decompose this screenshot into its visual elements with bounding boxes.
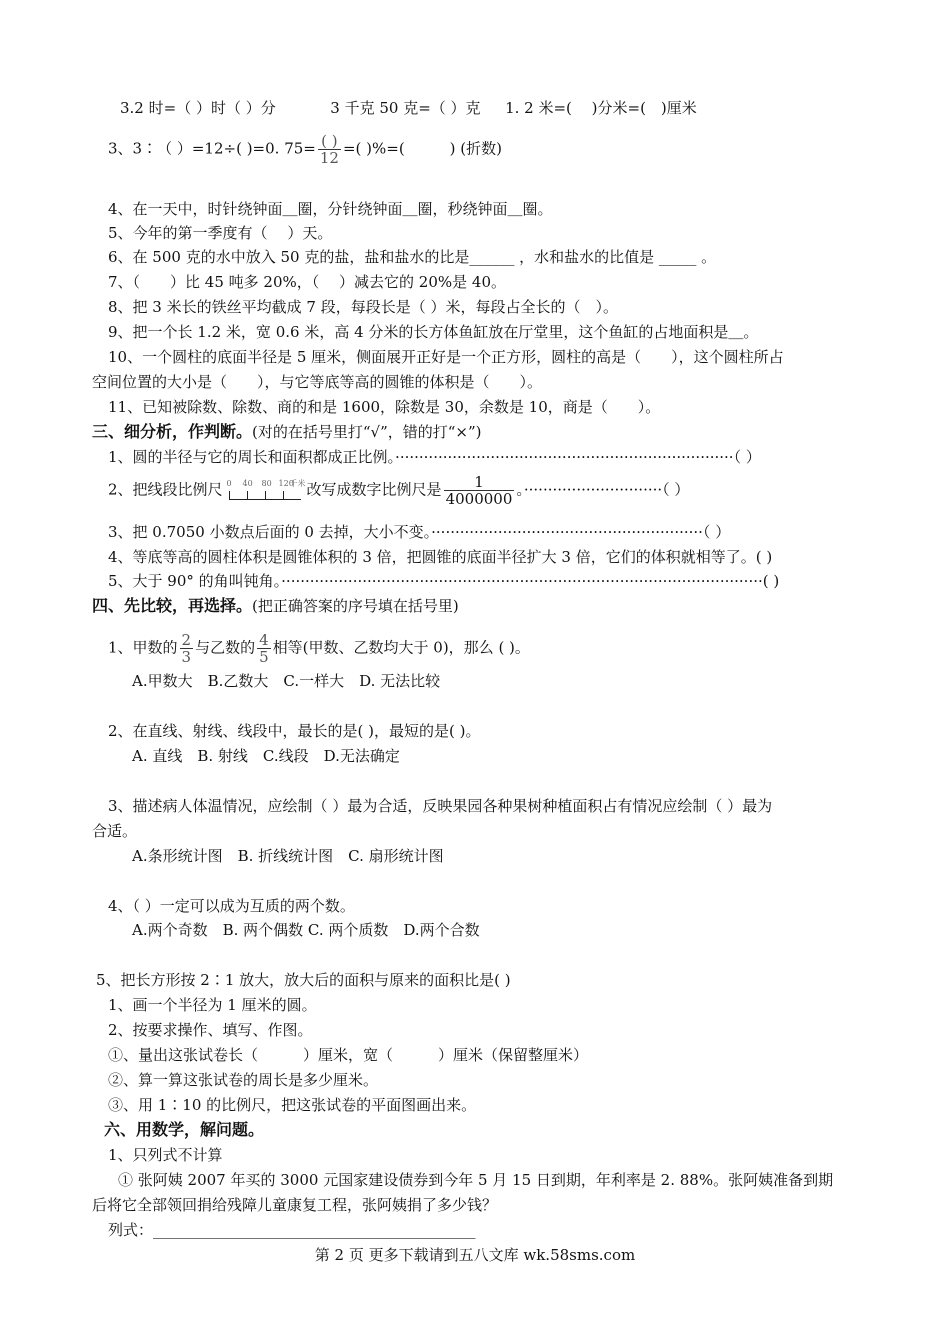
draw-2-b: ②、算一算这张试卷的周长是多少厘米。: [108, 1071, 379, 1089]
ruler-tick: [247, 491, 248, 500]
choice-1-options: A.甲数大 B.乙数大 C.一样大 D. 无法比较: [132, 672, 441, 690]
fraction-scale-num: 1: [444, 474, 515, 491]
choice-1-text-a: 1、甲数的: [108, 638, 178, 657]
judge-3: 3、把 0.7050 小数点后面的 0 去掉，大小不变。·························································（ ）: [108, 523, 731, 541]
section-4-title: 四、先比较，再选择。: [92, 596, 253, 615]
judge-2-text-a: 2、把线段比例尺: [108, 480, 223, 499]
question-8: 8、把 3 米长的铁丝平均截成 7 段，每段长是（ ）米，每段占全长的（ ）。: [108, 298, 618, 316]
choice-2-options: A. 直线 B. 射线 C.线段 D.无法确定: [132, 747, 400, 765]
choice-3-line1: 3、描述病人体温情况，应绘制（ ）最为合适，反映果园各种果树种植面积占有情况应绘制（ ）最为: [108, 797, 773, 815]
judge-2-text-b: 改写成数字比例尺是: [306, 480, 442, 499]
fraction-b-den: 5: [259, 648, 269, 666]
ruler-label: 40: [242, 478, 253, 488]
judge-5: 5、大于 90° 的角叫钝角。·····································································································( ): [108, 572, 780, 590]
question-6: 6、在 500 克的水中放入 50 克的盐，盐和盐水的比是______ ，水和盐水的比值是 _____ 。: [108, 248, 717, 266]
choice-5: 5、把长方形按 2∶1 放大，放大后的面积与原来的面积比是( ): [96, 971, 511, 989]
choice-1-text-b: 与乙数的: [195, 638, 256, 657]
choice-1-text-c: 相等(甲数、乙数均大于 0)，那么 ( )。: [272, 638, 530, 657]
fraction-b: [257, 632, 271, 665]
ruler-label: 80: [261, 478, 272, 488]
fraction-a-den: 3: [181, 648, 192, 666]
question-7: 7、（ ）比 45 吨多 20%，（ ）减去它的 20%是 40。: [108, 273, 507, 291]
choice-4-options: A.两个奇数 B. 两个偶数 C. 两个质数 D.两个合数: [132, 921, 480, 939]
fraction-scale-den: 4000000: [445, 490, 513, 508]
choice-4: 4、（ ）一定可以成为互质的两个数。: [108, 897, 355, 915]
fraction-a-num: 2: [181, 631, 192, 649]
question-3-tail: =( )%=( ) (折数): [342, 139, 502, 158]
question-3: [108, 133, 502, 166]
problem-1-text-line2: 后将它全部领回捐给残障儿童康复工程，张阿姨捐了多少钱？: [92, 1196, 498, 1214]
problem-1-text-line1: ① 张阿姨 2007 年买的 3000 元国家建设债券到今年 5 月 15 日到期，年利率是 2. 88%。张阿姨准备到期: [118, 1171, 834, 1189]
section-4-note: (把正确答案的序号填在括号里): [252, 597, 459, 615]
fraction-q3: [318, 133, 341, 166]
choice-2: 2、在直线、射线、线段中，最长的是( )，最短的是( )。: [108, 722, 481, 740]
fraction-q3-den: 12: [319, 149, 339, 167]
section-4-heading: [92, 596, 459, 616]
judge-1: 1、圆的半径与它的周长和面积都成正比例。·······································································（ ）: [108, 448, 761, 466]
choice-3-line2: 合适。: [92, 822, 138, 840]
ruler-label: 120: [278, 478, 294, 488]
draw-2-c: ③、用 1∶10 的比例尺，把这张试卷的平面图画出来。: [108, 1096, 477, 1114]
section-3-heading: [92, 422, 482, 442]
choice-3-options: A.条形统计图 B. 折线统计图 C. 扇形统计图: [132, 847, 444, 865]
line-scale-ruler: [226, 478, 306, 503]
section-3-title: 三、细分析，作判断。: [92, 422, 253, 441]
judge-4: 4、等底等高的圆柱体积是圆锥体积的 3 倍，把圆锥的底面半径扩大 3 倍，它们的体积就相等了。( ): [108, 548, 773, 566]
section-6-heading: 六、用数学，解问题。: [104, 1120, 265, 1139]
draw-1: 1、画一个半径为 1 厘米的圆。: [108, 996, 317, 1014]
draw-2-a: ①、量出这张试卷长（ ）厘米，宽（ ）厘米（保留整厘米）: [108, 1046, 589, 1064]
judge-2: [108, 474, 689, 507]
ruler-tick: [283, 491, 284, 500]
fraction-a: [180, 632, 194, 665]
choice-1: [108, 632, 530, 665]
question-4: 4、在一天中，时针绕钟面＿圈，分针绕钟面＿圈，秒绕钟面＿圈。: [108, 200, 553, 218]
ruler-label: 千米: [289, 478, 306, 488]
draw-2: 2、按要求操作、填写、作图。: [108, 1021, 313, 1039]
ruler-tick: [265, 491, 266, 500]
judge-2-text-c: 。·····························（ ）: [516, 480, 690, 499]
question-9: 9、把一个长 1.2 米，宽 0.6 米，高 4 分米的长方体鱼缸放在厅堂里，这个鱼缸的占地面积是＿。: [108, 323, 759, 341]
section-3-note: (对的在括号里打“√”，错的打“×”): [252, 423, 482, 441]
unit-conversion-line: 3.2 时=（ ）时（ ）分 3 千克 50 克=（ ）克 1. 2 米=( )分米=( )厘米: [120, 99, 697, 117]
ruler-label: 0: [226, 478, 232, 488]
problem-1: 1、只列式不计算: [108, 1146, 223, 1164]
page-footer: 第 2 页 更多下载请到五八文库 wk.58sms.com: [314, 1246, 636, 1264]
question-3-text: 3、3∶（ ）=12÷( )=0. 75=: [108, 139, 316, 158]
question-10-line2: 空间位置的大小是（ ），与它等底等高的圆锥的体积是（ ）。: [92, 373, 543, 391]
question-10-line1: 10、一个圆柱的底面半径是 5 厘米，侧面展开正好是一个正方形，圆柱的高是（ ），这个圆柱所占: [108, 348, 784, 366]
fraction-scale: [444, 474, 515, 507]
question-5: 5、今年的第一季度有（ ）天。: [108, 224, 333, 242]
answer-formula-line: 列式：___________________________________________: [108, 1221, 476, 1239]
fraction-q3-num: ( ): [318, 133, 341, 150]
ruler-tick: [229, 491, 230, 500]
question-11: 11、已知被除数、除数、商的和是 1600，除数是 30，余数是 10，商是（ ）。: [108, 398, 661, 416]
fraction-b-num: 4: [259, 631, 269, 649]
